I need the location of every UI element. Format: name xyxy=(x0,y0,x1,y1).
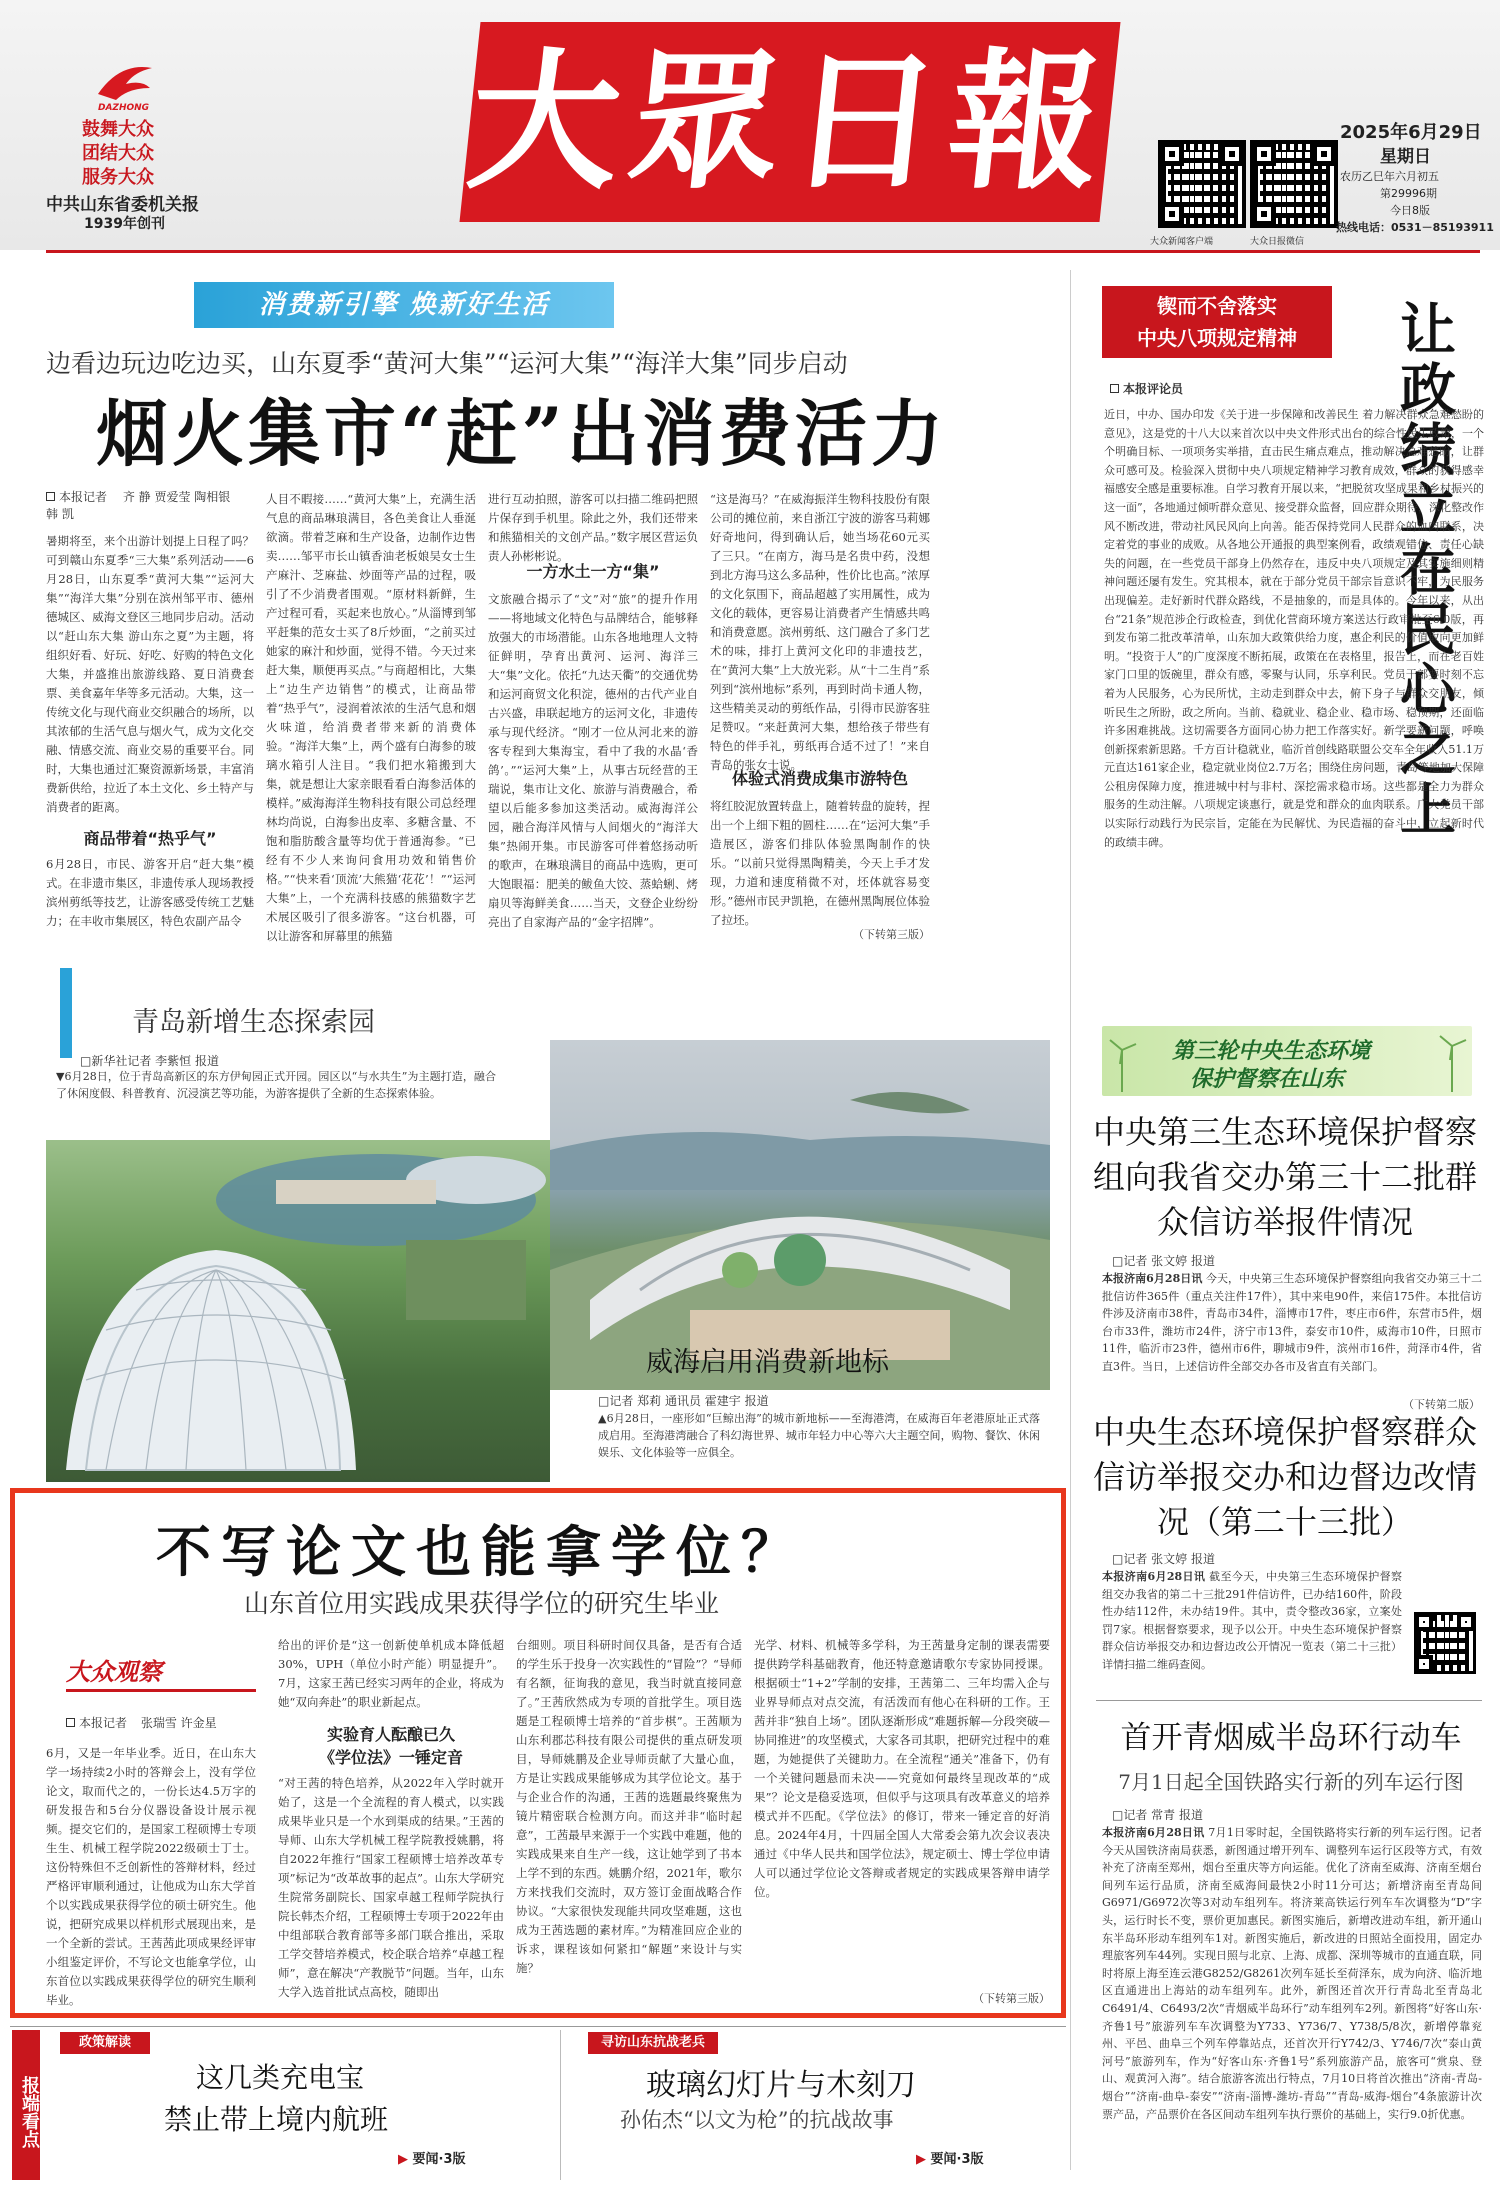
degree-col2-subhead-2: 《学位法》一锤定音 xyxy=(318,1748,463,1767)
train-reporter: □记者 常青 报道 xyxy=(1112,1808,1203,1822)
weihai-title: 威海启用消费新地标 xyxy=(646,1347,889,1378)
commentary-tag-line-1: 锲而不舍落实 xyxy=(1157,294,1277,318)
lead-col-3 xyxy=(488,490,698,942)
eco2-reporter: □记者 张文婷 报道 xyxy=(1112,1552,1215,1566)
degree-reporters: 张瑞雪 许金星 xyxy=(140,1716,217,1730)
eco1-body-text: 今天，中央第三生态环境保护督察组向我省交办第三十二批信访件365件（重点关注件17件），其中来电90件，来信175件。本批信访件涉及济南市38件，青岛市34件，淄博市17件，枣庄市6件，东营市5件，烟台市33件，潍坊市24件，济宁市13件，泰安市10件，威海市10件，日照市11件，临沂市23件，德州市6件，聊城市9件，滨州市16件，菏泽市4件，省直3件。当日，上述信访件全部交办各市及省直有关部门。 xyxy=(1102,1272,1483,1373)
lead-col3-text: 进行互动拍照，游客可以扫描二维码把照片保存到手机里。除此之外，我们还带来和熊猫相关的文创产品。”数字展区营运负责人孙彬彬说。 xyxy=(488,492,698,563)
lead-headline: 烟火集市“赶”出消费活力 xyxy=(96,391,947,476)
degree-reporters-label: 本报记者 xyxy=(79,1716,128,1730)
qingdao-title-bar xyxy=(60,968,72,1058)
item1-ref-text: 要闻·3版 xyxy=(412,2152,466,2167)
commentary-author-text: 本报评论员 xyxy=(1123,382,1184,396)
lead-col4-text: “这是海马？”在威海振洋生物科技股份有限公司的摊位前，来自浙江宁波的游客马莉娜好奇地问，得到确认后，她当场花60元买了三只。“在南方，海马是名贵中药，没想到北方海马这么多品种，性价比也高。”浓厚的文化氛围下，商品超越了实用属性，成为文化的载体，更容易让消费者产生情感共鸣和消费意愿。滨州剪纸、这门融合了多门艺术的味，排打上黄河文化印的非遗技艺，在“黄河大集”上大放光彩。从“十二生肖”系列到“滨州地标”系列，再到时尚卡通人物，这些精美灵动的剪纸作品，引得市民游客驻足赞叹。“来赶黄河大集，想给孩子带些有特色的伴手礼，剪纸再合适不过了！”来自青岛的张女士说。 xyxy=(710,492,930,772)
eco1-reporter: □记者 张文婷 报道 xyxy=(1112,1254,1215,1268)
reporters: 齐 静 贾爱莹 陶相银 韩 凯 xyxy=(46,490,231,521)
founded: 1939年创刊 xyxy=(84,216,165,232)
commentary-tag xyxy=(1102,286,1332,358)
weihai-credit: □记者 郑莉 通讯员 霍建宇 报道 xyxy=(598,1394,769,1408)
photo-qingdao-dome xyxy=(46,1140,550,1482)
arrow-right-icon: ▶ xyxy=(398,2152,408,2167)
lead-byline xyxy=(46,488,242,522)
item2-ref-text: 要闻·3版 xyxy=(930,2152,984,2167)
item2-tag: 寻访山东抗战老兵 xyxy=(588,2032,718,2054)
qr-wechat-label: 大众日报微信 xyxy=(1250,237,1305,247)
item1-title-1[interactable]: 这几类充电宝 xyxy=(196,2061,365,2094)
degree-col1-text: 6月，又是一年毕业季。近日，在山东大学一场持续2小时的答辩会上，没有学位论文，取而代之的，一份长达4.5万字的研发报告和5台分仪器设备设计展示视频。提交它们的，是国家工程硕博士专项生生、机械工程学院2022级硕士丁士。这份特殊但不乏创新性的答辩材料，经过严格评审顺利通过，让他成为山东大学首个以实践成果获得学位的硕士研究生。他说，把研究成果以样机形式展现出来，是一个全新的尝试。王茜茜此项成果经评审小组鉴定评价，不写论文也能拿学位，山东首位以实践成果获得学位的研究生顺利毕业。 xyxy=(46,1746,256,2007)
item1-ref[interactable] xyxy=(398,2148,466,2167)
degree-col-1 xyxy=(46,1744,256,2006)
dome-illustration xyxy=(46,1140,550,1482)
qr-code-wechat[interactable] xyxy=(1250,140,1338,228)
right-column-divider xyxy=(1070,270,1071,2170)
masthead-title: 大眾日報 xyxy=(459,22,1120,222)
qr-app-label: 大众新闻客户端 xyxy=(1150,237,1214,247)
qr-code-app[interactable] xyxy=(1158,140,1246,228)
lead-col-4 xyxy=(710,490,930,942)
item1-title-2[interactable]: 禁止带上境内航班 xyxy=(164,2103,389,2136)
byline-icon xyxy=(46,492,55,501)
bottom-divider xyxy=(10,2026,1066,2027)
lead-col4b-text: 将红胶泥放置转盘上，随着转盘的旋转，捏出一个上细下粗的圆柱……在“运河大集”手造展区，游客们排队体验黑陶制作的快乐。“以前只觉得黑陶精美，今天上手才发现，力道和速度稍微不对，坯体就容易变形。”德州市民尹凯艳，在德州黑陶展位体验了拉坯。 xyxy=(710,799,930,927)
degree-col2a-text: 给出的评价是“这一创新使单机成本降低超30%，UPH（单位小时产能）明显提升”。7月，这家王茜已经实习两年的企业，将成为她“双向奔赴”的职业新起点。 xyxy=(278,1638,504,1709)
commentary-author xyxy=(1110,380,1183,397)
lead-kicker: 边看边玩边吃边买，山东夏季“黄河大集”“运河大集”“海洋大集”同步启动 xyxy=(46,349,848,378)
org-name: 中共山东省委机关报 xyxy=(46,195,199,215)
slogan-1: 鼓舞大众 xyxy=(82,119,154,140)
issue-lunar: 农历乙巳年六月初五 xyxy=(1340,170,1439,183)
degree-subhead: 山东首位用实践成果获得学位的研究生毕业 xyxy=(244,1589,720,1618)
arrow-right-icon: ▶ xyxy=(916,2152,926,2167)
reporters-label: 本报记者 xyxy=(59,490,108,504)
eco1-lead: 本报济南6月28日讯 xyxy=(1102,1272,1203,1285)
item2-ref[interactable] xyxy=(916,2148,984,2167)
bottom-col-divider xyxy=(560,2030,561,2180)
slogan-3: 服务大众 xyxy=(82,167,154,188)
degree-headline: 不写论文也能拿学位？ xyxy=(156,1519,807,1584)
eco-banner-line-2: 保护督察在山东 xyxy=(1190,1067,1345,1092)
train-divider xyxy=(1096,1700,1482,1701)
eco1-body xyxy=(1102,1270,1482,1394)
eco-banner-line-1: 第三轮中央生态环境 xyxy=(1172,1039,1371,1064)
lead-continued: （下转第三版） xyxy=(853,928,930,941)
issue-weekday: 星期日 xyxy=(1380,147,1431,167)
commentary-title: 让政绩立在民心之上 xyxy=(1391,300,1457,840)
hotline: 热线电话：0531－85193911 xyxy=(1336,221,1494,234)
train-subtitle: 7月1日起全国铁路实行新的列车运行图 xyxy=(1118,1770,1464,1794)
degree-col-2 xyxy=(278,1636,504,2006)
slogan-2: 团结大众 xyxy=(82,143,154,164)
issue-number: 第29996期 xyxy=(1380,187,1437,200)
lead-col-2 xyxy=(266,490,476,942)
byline-icon xyxy=(66,1718,75,1727)
eco-banner xyxy=(1102,1026,1472,1096)
bottom-side-label-text: 报端看点 xyxy=(19,2076,40,2148)
bottom-side-label xyxy=(12,2030,40,2180)
degree-col2-text: “对王茜的特色培养，从2022年入学时就开始了，这是一个全流程的育人模式，以实践成果毕业只是一个水到渠成的结果。”王茜的导师、山东大学机械工程学院教授姚鹏，将自2022年推行“国家工程硕博士培养改革专项”标记为“改革故事的起点”。山东大学研究生院常务副院长、国家卓越工程师学院执行院长韩杰介绍，工程硕博士专项于2022年由中组部联合教育部等多部门联合推出，采取工学交替培养模式，校企联合培养“卓越工程师”，意在解决“产教脱节”问题。当年，山东大学入选首批试点高校，随即出 xyxy=(278,1776,504,1999)
lead-col3b-text: 文旅融合揭示了“文”对“旅”的提升作用——将地域文化特色与品牌结合，能够释放强大的市场潜能。山东各地地理人文特征鲜明，孕育出黄河、运河、海洋三大“集”文化。依托“九达天衢”的交通优势和运河商贸文化积淀，德州的古代产业自古兴盛，串联起地方的运河文化，非遗传承与现代经济。“刚才一位从河北来的游客专程到大集海宝，看中了我的水晶‘香鸽’。”“运河大集”上，从事古玩经营的王瑞说，集市让文化、旅游与消费融合，希望以后能多参加这类活动。威海海洋公园，融合海洋风情与人间烟火的“海洋大集”热闹开集。市民游客可伴着悠扬动听的歌声，在琳琅满目的商品中选购，更可大饱眼福：肥美的鲅鱼大饺、蒸蛤蜊、烤扇贝等海鲜美食……当天，文登企业纷纷亮出了自家海产品的“金字招牌”。 xyxy=(488,592,698,929)
train-body-text: 7月1日零时起，全国铁路将实行新的列车运行图。记者今天从国铁济南局获悉，新图通过增开列车、调整列车运行区段等方式，有效补充了济南至郑州，烟台至重庆等方向运能。优化了济南至威海、济南至烟台间列车运行品质，济南至威海间最快2小时11分可达；新增济南至青岛间G6971/G6972次等3对动车组列车。将济莱高铁运行列车车次调整为“D”字头，运行时长不变，票价更加惠民。新图实施后，新增改进动车组，新开通山东半岛环形动车组列车1对。新图实施后，新改进的日照站全面投用，固定办理旅客列车44列。实现日照与北京、上海、成都、深圳等城市的直通直联，同时将原上海至连云港G8252/G8261次列车延长至荷泽东，成为向济、临沂地区直通进出上海站的动车组列车。此外，新图还首次开行青岛北至青岛北C6491/4、C6493/2次“青烟威半岛环行”动车组列车2列。新图将“好客山东·齐鲁1号”旅游列车车次调整为Y733、Y736/7、Y738/5/8次，新增停靠兖州、平邑、曲阜三个列车停靠站点，还首次开行Y742/3、Y746/7次“泰山黄河号”旅游列车，作为“好客山东·齐鲁1号”系列旅游产品，旅客可“赏泉、登山、观黄河入海”。结合旅游客流出行特点，7月10日将首次推出“济南-青岛-烟台”“济南-曲阜-泰安”“济南-淄博-潍坊-青岛”“青岛-威海-烟台”4条旅游计次票产品，产品票价在各区间动车组列车执行票价的基础上，实行9.0折优惠。 xyxy=(1102,1826,1482,2121)
train-lead: 本报济南6月28日讯 xyxy=(1102,1826,1205,1839)
commentary-body: 近日，中办、国办印发《关于进一步保障和改善民生 着力解决群众急难愁盼的意见》，这是党的十八大以来首次以中央文件形式出台的综合性民生政策，一个个明确目标、一项项务实举措，直击民生痛点难点，推动解决急难愁盼，让群众可感可及。检验深入贯彻中央八项规定精神学习教育成效，群众的获得感幸福感安全感是重要标准。自学习教育开展以来，“把脱贫攻坚成果和乡村振兴的这一面”，各地通过倾听群众意见、接受群众监督，回应群众期待，深化整改作风不断改进，带动社风民风向上向善。能否保持党同人民群众的血肉联系，决定着党的事业的成败。从各地公开通报的典型案例看，政绩观错位、责任心缺失的问题，在一些党员干部身上仍然存在，违反中央八项规定及其实施细则精神问题还屡有发生。究其根本，就在于部分党员干部宗旨意识不牢，为民服务出现偏差。走好新时代群众路线，不是抽象的，而是具体的。今年以来，从出台“21条”规范涉企行政检查，到优化营商环境方案送达行政审批至6.0版，再到发布第二批改革清单，山东加大政策供给力度，惠企利民的价值取向更加鲜明。“投资于人”的广度深度不断拓展，政策在在表格里，报告上，而在老百姓家门口里的饭碗里，群众有感，零聚与认同，乐享利民。党员干部要时刻不忘着为人民服务，心为民所忧，主动走到群众中去，俯下身子与群众交朋友，倾听民生之所盼，政之所向。当前、稳就业、稳企业、稳市场、稳预期，还面临许多困难挑战。这切需要各方面同心协力把工作落实好。新学要新问题，呼唤创新探索新思路。千方百计稳就业，临沂首创线路联盟公交车全年收入51.1万元直达161家企业，稳定就业岗位2.7万名；围绕住房问题，青岛等地加大保障公租房保障力度，推进城中村与非村、深挖需求稳市场。这些都是全力为群众服务的生动注解。八项规定谈惠行，就是党和群众的血肉联系。广大党员干部以实际行动践行为民宗旨，定能在为民解忧、为民造福的奋斗中，立起新时代的政绩丰碑。 xyxy=(1104,408,1484,849)
lead-col4-subhead: 体验式消费成集市游特色 xyxy=(731,769,908,788)
degree-col-3 xyxy=(516,1636,742,2006)
item1-tag: 政策解读 xyxy=(60,2032,150,2054)
lead-banner-text: 消费新引擎 焕新好生活 xyxy=(258,290,550,320)
column-logo xyxy=(66,1652,256,1692)
issue-date: 2025年6月29日 xyxy=(1340,122,1482,143)
landmark-illustration xyxy=(550,1040,1050,1390)
column-logo-text: 大众观察 xyxy=(66,1657,162,1686)
train-title: 首开青烟威半岛环行动车 xyxy=(1120,1720,1462,1756)
eco2-body xyxy=(1102,1568,1402,1692)
lead-col-1 xyxy=(46,532,254,942)
degree-col3-text: 台细则。项目科研时间仅具备，是否有合适的学生乐于投身一次实践性的“冒险”？“导师有名额，征询我的意见，我当时就直接同意了。”王茜欣然成为专项的首批学生。项目选题是工程硕博士培养的“首步棋”。王茜顺为山东利郡芯科技有限公司提供的重点研发项目，导师姚鹏及企业导师贡献了大量心血，方是让实践成果能够成为其学位论文。基于与企业合作的沟通，王茜的选题最终聚焦为镜片精密联合检测方向。而这并非“临时起意”，工茜最早来源于一个实践中难题，他的实践成果来自生产一线，这让她学到了书本上学不到的东西。姚鹏介绍，2021年，歌尔方来找我们交流时，双方签订金面战略合作协议。“大家很快发现能共同攻坚难题，这也成为王茜选题的素材库。”为精准回应企业的诉求，课程该如何紧扣“解题”来设计与实施？ xyxy=(516,1638,742,1975)
qingdao-title: 青岛新增生态探索园 xyxy=(132,1007,375,1038)
eco2-title: 中央生态环境保护督察群众信访举报交办和边督边改情况（第二十三批） xyxy=(1092,1413,1477,1541)
lead-col2-text: 人目不暇接……“黄河大集”上，充满生活气息的商品琳琅满目，各色美食让人垂涎欲滴。带着芝麻和生产设备，边制作边售卖……邹平市长山镇香油老板娘吴女士生产麻汁、芝麻盐、炒面等产品的过程，吸引了不少消费者围观。“原材料新鲜，生产过程可看，买起来也放心。”从淄博到邹平赶集的范女士买了8斤炒面，“之前买过她家的麻汁和炒面，觉得不错。今天过来赶大集，顺便再买点。”与商超相比，大集上“边生产边销售”的模式，让商品带着“热乎气”，浸润着浓浓的生活气息和烟火味道，给消费者带来新的消费体验。“海洋大集”上，两个盛有白海参的玻璃水箱引人注目。“我们把水箱搬到大集，就是想让大家亲眼看看白海参活体的模样。”威海海洋生物科技有限公司总经理林均尚说，白海参出皮率、多糖含量、不饱和脂肪酸含量等均优于普通海参。“已经有不少人来询问食用功效和销售价格。”“快来看‘顶流’大熊猫‘花花’！”“运河大集”上，一个充满科技感的熊猫数字艺术展区吸引了很多游客。“这台机器，可以让游客和屏幕里的熊猫 xyxy=(266,492,476,943)
issue-pages: 今日8版 xyxy=(1390,204,1430,217)
degree-col-4 xyxy=(754,1636,1050,2006)
qr-code-eco[interactable] xyxy=(1414,1612,1476,1674)
logo-text: DAZHONG xyxy=(98,103,150,113)
masthead-divider xyxy=(46,250,1480,253)
qingdao-caption: ▼6月28日，位于青岛高新区的东方伊甸园正式开园。园区以“与水共生”为主题打造，融合了休闲度假、科普教育、沉浸演艺等功能，为游客提供了全新的生态探索体验。 xyxy=(56,1070,496,1100)
lead-banner xyxy=(194,282,614,328)
eco1-title: 中央第三生态环境保护督察组向我省交办第三十二批群众信访举报件情况 xyxy=(1092,1113,1477,1241)
weihai-caption: ▲6月28日，一座形如“巨鲸出海”的城市新地标——至海港湾，在威海百年老港原址正式落成启用。至海港湾融合了科幻海世界、城市年轻力中心等六大主题空间，购物、餐饮、休闲娱乐、文化体验等一应俱全。 xyxy=(598,1412,1040,1459)
degree-col2-subhead-1: 实验育人酝酿已久 xyxy=(326,1725,455,1744)
photo-weihai-landmark xyxy=(550,1040,1050,1390)
degree-continued: （下转第三版） xyxy=(973,1992,1050,2005)
eco1-continued: （下转第二版） xyxy=(1403,1398,1480,1411)
lead-col1b-text: 6月28日，市民、游客开启“赶大集”模式。在非遗市集区，非遗传承人现场教授滨州剪纸等技艺，让游客感受传统工艺魅力；在丰收市集展区，特色农副产品令 xyxy=(46,857,254,928)
item2-title[interactable]: 玻璃幻灯片与木刻刀 xyxy=(646,2068,916,2103)
lead-col1-subhead: 商品带着“热乎气” xyxy=(83,829,217,848)
commentary-tag-line-2: 中央八项规定精神 xyxy=(1137,326,1297,350)
train-body xyxy=(1102,1824,1482,2180)
lead-col3-subhead: 一方水土一方“集” xyxy=(526,562,660,581)
eco2-body-text: 截至今天，中央第三生态环境保护督察组交办我省的第二十三批291件信访件，已办结160件，阶段性办结112件，未办结19件。其中，责令整改36家，立案处罚7家。根据督察要求，现予以公开。中央生态环境保护督察群众信访举报交办和边督边改公开情况一览表（第二十三批）详情扫描二维码查阅。 xyxy=(1102,1570,1403,1671)
degree-col4-text: 光学、材料、机械等多学科，为王茜量身定制的课表需要提供跨学科基础教育，他还特意邀请歌尔专家协同授课。根据硕士“1+2”学制的安排，王茜第二、三年均需入企与业界导师点对点交流，有活泼而有他心在科研的工作。王茜并非“独自上场”。团队逐渐形成“难题拆解—分段突破—协同推进”的攻坚模式，大家各司其职，把研究过程中的难题，为她提供了关键助力。在全流程“通关”准备下，仍有一个关键问题悬而未决——究竟如何最终呈现改革的“成果”？论文是稳妥选项，但似乎与这项具有改革意义的培养模式并不匹配。《学位法》的修订，带来一锤定音的好消息。2024年4月，十四届全国人大常委会第九次会议表决通过《中华人民共和国学位法》，规定硕士、博士学位申请人可以通过学位论文答辩或者规定的实践成果答辩申请学位。 xyxy=(754,1638,1050,1899)
degree-byline xyxy=(66,1714,266,1731)
eco2-lead: 本报济南6月28日讯 xyxy=(1102,1570,1206,1583)
byline-icon xyxy=(1110,384,1119,393)
lead-col1-text: 暑期将至，来个出游计划提上日程了吗？可到赣山东夏季“三大集”系列活动——6月28日，山东夏季“黄河大集”“运河大集”“海洋大集”分别在滨州邹平市、德州德城区、威海文登区三地同步启动。活动以“赶山东大集 游山东之夏”为主题，将组织好看、好玩、好吃、好购的特色文化大集，并盛推出旅游线路、夏日消费套票、美食嘉年华等多元活动。大集，这一传统文化与现代商业交织融合的场所，以其浓郁的生活气息与烟火气，成为文化交融、情感交流、商业交易的重要平台。同时，大集也通过汇聚资源新场景，丰富消费新供给，拉近了本土文化、乡土特产与消费者的距离。 xyxy=(46,534,254,814)
item2-subtitle: 孙佑杰“以文为枪”的抗战故事 xyxy=(620,2108,894,2132)
qingdao-credit: □新华社记者 李紫恒 报道 xyxy=(80,1054,219,1068)
